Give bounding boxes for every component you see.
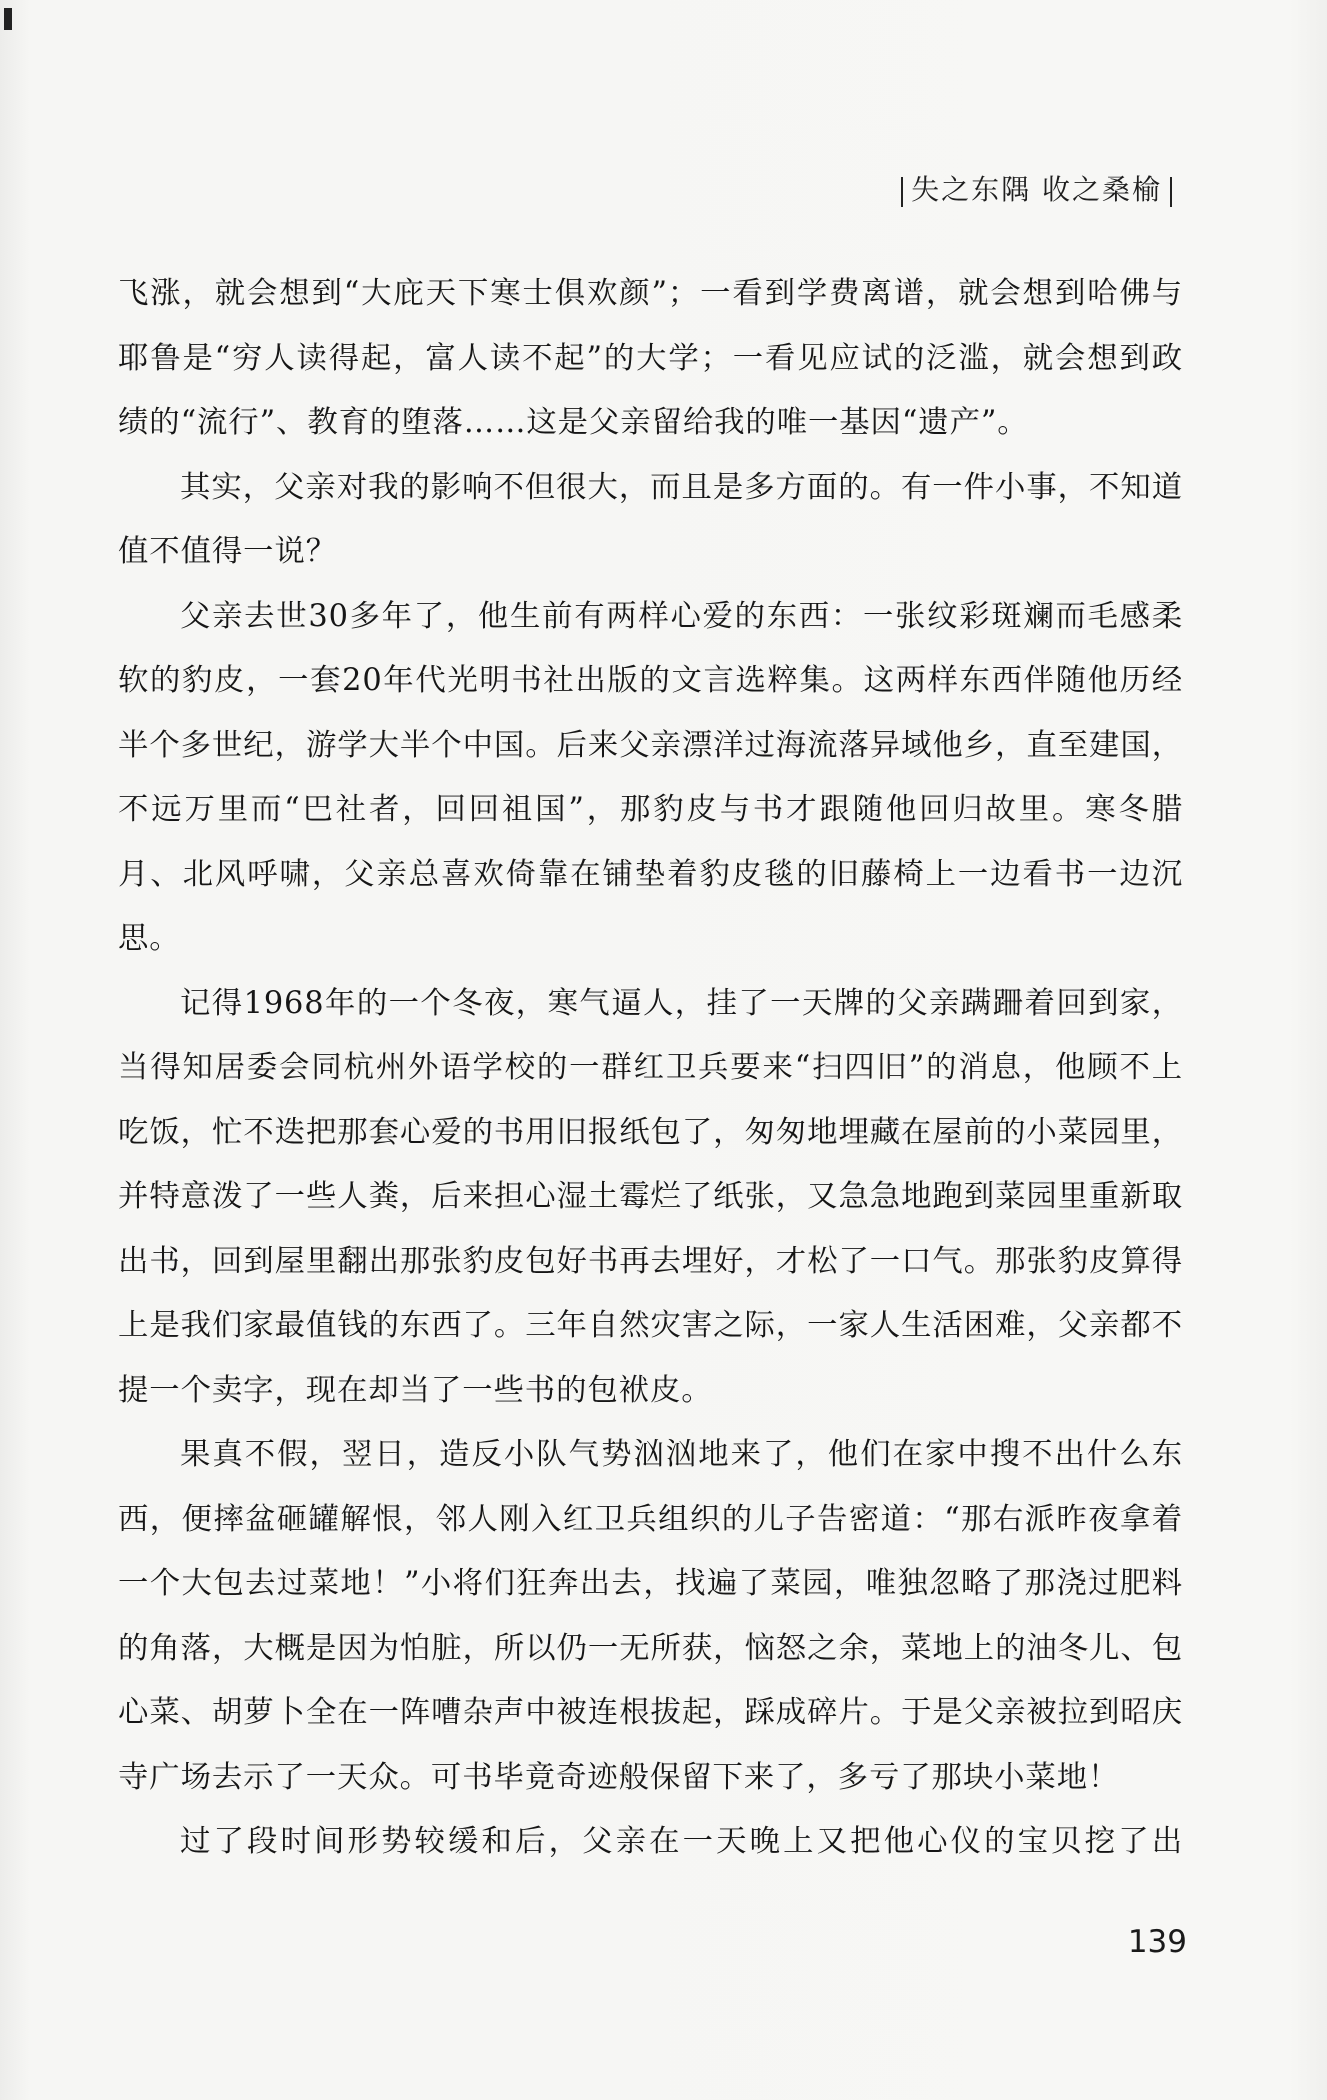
running-header-title: 失之东隅 收之桑榆: [911, 173, 1162, 206]
body-text: [118, 262, 1183, 1875]
paragraph-1: 飞涨，就会想到“大庇天下寒士俱欢颜”；一看到学费离谱，就会想到哈佛与耶鲁是“穷人读得起，富人读不起”的大学；一看见应试的泛滥，就会想到政绩的“流行”、教育的堕落……这是父亲留给我的唯一基因“遗产”。: [118, 276, 1183, 440]
paragraph-3: 父亲去世30多年了，他生前有两样心爱的东西：一张纹彩斑斓而毛感柔软的豹皮，一套20年代光明书社出版的文言选粹集。这两样东西伴随他历经半个多世纪，游学大半个中国。后来父亲漂洋过海流落异域他乡，直至建国，不远万里而“巴社者，回回祖国”，那豹皮与书才跟随他回归故里。寒冬腊月、北风呼啸，父亲总喜欢倚靠在铺垫着豹皮毯的旧藤椅上一边看书一边沉思。: [118, 598, 1183, 956]
paragraph-4: 记得1968年的一个冬夜，寒气逼人，挂了一天牌的父亲蹒跚着回到家，当得知居委会同杭州外语学校的一群红卫兵要来“扫四旧”的消息，他顾不上吃饭，忙不迭把那套心爱的书用旧报纸包了，匆匆地埋藏在屋前的小菜园里，并特意泼了一些人粪，后来担心湿土霉烂了纸张，又急急地跑到菜园里重新取出书，回到屋里翻出那张豹皮包好书再去埋好，才松了一口气。那张豹皮算得上是我们家最值钱的东西了。三年自然灾害之际，一家人生活困难，父亲都不提一个卖字，现在却当了一些书的包袱皮。: [118, 985, 1183, 1408]
paragraph-2: 其实，父亲对我的影响不但很大，而且是多方面的。有一件小事，不知道值不值得一说？: [118, 469, 1183, 569]
paragraph-6: 过了段时间形势较缓和后，父亲在一天晚上又把他心仪的宝贝挖了出: [180, 1824, 1183, 1859]
corner-scan-mark: [4, 8, 12, 30]
paragraph-5: 果真不假，翌日，造反小队气势汹汹地来了，他们在家中搜不出什么东西，便摔盆砸罐解恨，邻人刚入红卫兵组织的儿子告密道：“那右派昨夜拿着一个大包去过菜地！”小将们狂奔出去，找遍了菜园，唯独忽略了那浇过肥料的角落，大概是因为怕脏，所以仍一无所获，恼怒之余，菜地上的油冬儿、包心菜、胡萝卜全在一阵嘈杂声中被连根拔起，踩成碎片。于是父亲被拉到昭庆寺广场去示了一天众。可书毕竟奇迹般保留下来了，多亏了那块小菜地！: [118, 1437, 1183, 1795]
header-left-bar: [901, 177, 903, 207]
running-header: [893, 168, 1180, 208]
page-number: 139: [1127, 1924, 1187, 1960]
header-right-bar: [1170, 177, 1172, 207]
